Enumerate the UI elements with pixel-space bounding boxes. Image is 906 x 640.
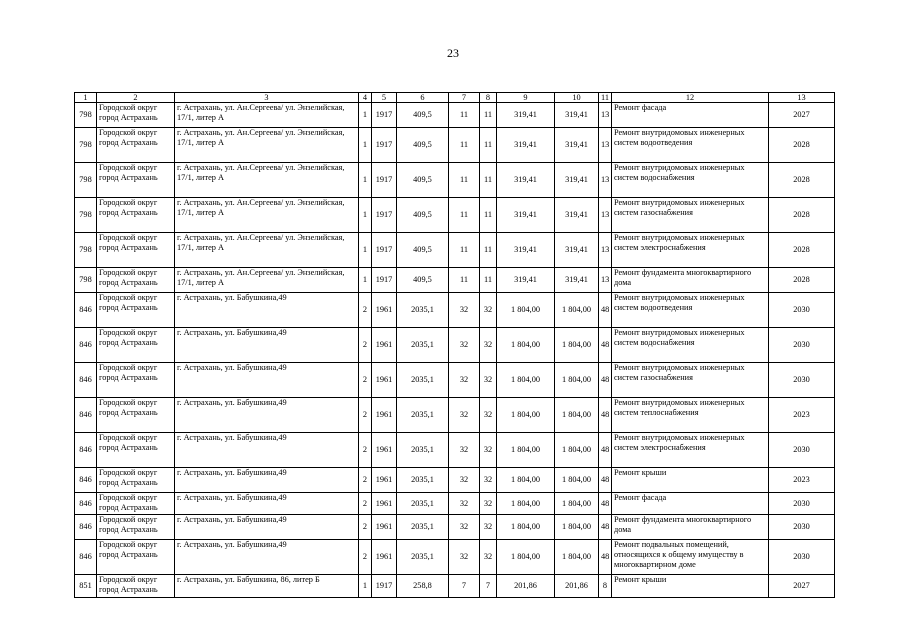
- cell-7: 11: [449, 198, 480, 233]
- row-number: 846: [75, 433, 97, 468]
- year-built: 1961: [372, 293, 397, 328]
- repair-type: Ремонт крыши: [612, 575, 769, 598]
- repair-type: Ремонт внутридомовых инженерных систем водоотведения: [612, 128, 769, 163]
- area: 409,5: [397, 198, 449, 233]
- planned-year: 2030: [769, 493, 835, 515]
- column-header: 3: [175, 93, 359, 103]
- table-row: [75, 328, 835, 363]
- table-row: [75, 363, 835, 398]
- cell-8: 7: [480, 575, 497, 598]
- area: 258,8: [397, 575, 449, 598]
- table-row: [75, 103, 835, 128]
- address: г. Астрахань, ул. Бабушкина,49: [175, 398, 359, 433]
- table-row: [75, 198, 835, 233]
- cell-11: 48: [599, 468, 612, 493]
- repair-type: Ремонт подвальных помещений, относящихся к общему имуществу в многоквартирном доме: [612, 540, 769, 575]
- municipality: Городской округ город Астрахань: [97, 398, 175, 433]
- cell-11: 48: [599, 433, 612, 468]
- row-number: 846: [75, 468, 97, 493]
- cell-9: 319,41: [497, 103, 555, 128]
- cell-7: 32: [449, 468, 480, 493]
- table-header-row: [75, 93, 835, 103]
- address: г. Астрахань, ул. Бабушкина,49: [175, 515, 359, 540]
- cell-11: 48: [599, 363, 612, 398]
- municipality: Городской округ город Астрахань: [97, 328, 175, 363]
- repair-type: Ремонт внутридомовых инженерных систем теплоснабжения: [612, 398, 769, 433]
- column-header: 6: [397, 93, 449, 103]
- cell-4: 2: [359, 363, 372, 398]
- table-row: [75, 293, 835, 328]
- planned-year: 2030: [769, 363, 835, 398]
- cell-4: 2: [359, 493, 372, 515]
- row-number: 798: [75, 128, 97, 163]
- year-built: 1917: [372, 233, 397, 268]
- cell-7: 11: [449, 268, 480, 293]
- cell-7: 11: [449, 103, 480, 128]
- column-header: 7: [449, 93, 480, 103]
- planned-year: 2028: [769, 268, 835, 293]
- cell-9: 1 804,00: [497, 515, 555, 540]
- table-row: [75, 575, 835, 598]
- year-built: 1961: [372, 468, 397, 493]
- column-header: 1: [75, 93, 97, 103]
- cell-7: 11: [449, 233, 480, 268]
- cell-4: 1: [359, 575, 372, 598]
- area: 2035,1: [397, 398, 449, 433]
- year-built: 1961: [372, 398, 397, 433]
- area: 409,5: [397, 103, 449, 128]
- cell-7: 32: [449, 363, 480, 398]
- municipality: Городской округ город Астрахань: [97, 515, 175, 540]
- area: 2035,1: [397, 515, 449, 540]
- cell-4: 1: [359, 103, 372, 128]
- cell-10: 1 804,00: [555, 328, 599, 363]
- cell-11: 48: [599, 293, 612, 328]
- table-row: [75, 433, 835, 468]
- cell-8: 32: [480, 468, 497, 493]
- municipality: Городской округ город Астрахань: [97, 233, 175, 268]
- cell-7: 32: [449, 515, 480, 540]
- year-built: 1961: [372, 433, 397, 468]
- area: 2035,1: [397, 433, 449, 468]
- cell-4: 1: [359, 163, 372, 198]
- municipality: Городской округ город Астрахань: [97, 198, 175, 233]
- year-built: 1961: [372, 540, 397, 575]
- cell-4: 2: [359, 328, 372, 363]
- cell-11: 48: [599, 328, 612, 363]
- cell-10: 1 804,00: [555, 540, 599, 575]
- cell-9: 319,41: [497, 128, 555, 163]
- repair-type: Ремонт внутридомовых инженерных систем газоснабжения: [612, 363, 769, 398]
- area: 2035,1: [397, 328, 449, 363]
- cell-4: 2: [359, 293, 372, 328]
- municipality: Городской округ город Астрахань: [97, 268, 175, 293]
- cell-9: 319,41: [497, 198, 555, 233]
- row-number: 846: [75, 540, 97, 575]
- cell-7: 32: [449, 398, 480, 433]
- table-row: [75, 163, 835, 198]
- repair-type: Ремонт крыши: [612, 468, 769, 493]
- cell-8: 32: [480, 540, 497, 575]
- area: 409,5: [397, 268, 449, 293]
- address: г. Астрахань, ул. Бабушкина,49: [175, 433, 359, 468]
- column-header: 9: [497, 93, 555, 103]
- cell-10: 1 804,00: [555, 293, 599, 328]
- cell-8: 32: [480, 493, 497, 515]
- cell-11: 13: [599, 233, 612, 268]
- cell-10: 319,41: [555, 233, 599, 268]
- cell-10: 1 804,00: [555, 433, 599, 468]
- cell-11: 8: [599, 575, 612, 598]
- cell-8: 11: [480, 103, 497, 128]
- cell-9: 201,86: [497, 575, 555, 598]
- planned-year: 2023: [769, 468, 835, 493]
- cell-10: 319,41: [555, 128, 599, 163]
- year-built: 1961: [372, 328, 397, 363]
- cell-7: 32: [449, 493, 480, 515]
- planned-year: 2028: [769, 233, 835, 268]
- cell-8: 32: [480, 293, 497, 328]
- cell-10: 1 804,00: [555, 363, 599, 398]
- row-number: 846: [75, 363, 97, 398]
- address: г. Астрахань, ул. Ан.Сергеева/ ул. Энзелийская, 17/1, литер А: [175, 268, 359, 293]
- cell-7: 32: [449, 328, 480, 363]
- row-number: 798: [75, 198, 97, 233]
- table-row: [75, 128, 835, 163]
- municipality: Городской округ город Астрахань: [97, 128, 175, 163]
- cell-10: 319,41: [555, 198, 599, 233]
- cell-11: 48: [599, 540, 612, 575]
- cell-9: 1 804,00: [497, 293, 555, 328]
- area: 2035,1: [397, 493, 449, 515]
- column-header: 4: [359, 93, 372, 103]
- planned-year: 2027: [769, 575, 835, 598]
- area: 2035,1: [397, 363, 449, 398]
- column-header: 11: [599, 93, 612, 103]
- row-number: 846: [75, 398, 97, 433]
- address: г. Астрахань, ул. Ан.Сергеева/ ул. Энзелийская, 17/1, литер А: [175, 233, 359, 268]
- cell-8: 32: [480, 515, 497, 540]
- cell-8: 32: [480, 433, 497, 468]
- address: г. Астрахань, ул. Ан.Сергеева/ ул. Энзелийская, 17/1, литер А: [175, 128, 359, 163]
- row-number: 846: [75, 493, 97, 515]
- repair-type: Ремонт внутридомовых инженерных систем газоснабжения: [612, 198, 769, 233]
- cell-4: 1: [359, 233, 372, 268]
- cell-8: 32: [480, 328, 497, 363]
- area: 409,5: [397, 128, 449, 163]
- planned-year: 2028: [769, 163, 835, 198]
- planned-year: 2030: [769, 433, 835, 468]
- municipality: Городской округ город Астрахань: [97, 433, 175, 468]
- repair-type: Ремонт внутридомовых инженерных систем водоснабжения: [612, 328, 769, 363]
- address: г. Астрахань, ул. Бабушкина,49: [175, 468, 359, 493]
- municipality: Городской округ город Астрахань: [97, 103, 175, 128]
- municipality: Городской округ город Астрахань: [97, 293, 175, 328]
- repair-type: Ремонт внутридомовых инженерных систем водоснабжения: [612, 163, 769, 198]
- cell-4: 1: [359, 268, 372, 293]
- repair-type: Ремонт фасада: [612, 103, 769, 128]
- repair-type: Ремонт внутридомовых инженерных систем электроснабжения: [612, 233, 769, 268]
- cell-9: 319,41: [497, 233, 555, 268]
- housing-repair-table: [74, 92, 835, 598]
- cell-10: 1 804,00: [555, 515, 599, 540]
- cell-8: 11: [480, 128, 497, 163]
- page-number: 23: [447, 46, 459, 60]
- planned-year: 2030: [769, 515, 835, 540]
- planned-year: 2030: [769, 540, 835, 575]
- cell-11: 13: [599, 198, 612, 233]
- year-built: 1917: [372, 103, 397, 128]
- cell-4: 1: [359, 198, 372, 233]
- cell-10: 319,41: [555, 268, 599, 293]
- year-built: 1917: [372, 198, 397, 233]
- cell-9: 1 804,00: [497, 540, 555, 575]
- area: 2035,1: [397, 468, 449, 493]
- repair-type: Ремонт фундамента многоквартирного дома: [612, 268, 769, 293]
- cell-7: 32: [449, 540, 480, 575]
- cell-8: 32: [480, 363, 497, 398]
- cell-10: 1 804,00: [555, 493, 599, 515]
- cell-4: 2: [359, 540, 372, 575]
- repair-type: Ремонт внутридомовых инженерных систем электроснабжения: [612, 433, 769, 468]
- municipality: Городской округ город Астрахань: [97, 540, 175, 575]
- cell-9: 319,41: [497, 268, 555, 293]
- cell-7: 32: [449, 433, 480, 468]
- row-number: 846: [75, 293, 97, 328]
- column-header: 8: [480, 93, 497, 103]
- cell-11: 48: [599, 515, 612, 540]
- cell-9: 1 804,00: [497, 363, 555, 398]
- row-number: 798: [75, 103, 97, 128]
- cell-4: 2: [359, 515, 372, 540]
- municipality: Городской округ город Астрахань: [97, 163, 175, 198]
- year-built: 1961: [372, 493, 397, 515]
- table-row: [75, 233, 835, 268]
- table-row: [75, 540, 835, 575]
- cell-10: 1 804,00: [555, 398, 599, 433]
- planned-year: 2028: [769, 128, 835, 163]
- area: 409,5: [397, 163, 449, 198]
- cell-11: 48: [599, 398, 612, 433]
- planned-year: 2030: [769, 328, 835, 363]
- cell-4: 2: [359, 433, 372, 468]
- cell-11: 13: [599, 128, 612, 163]
- repair-type: Ремонт фундамента многоквартирного дома: [612, 515, 769, 540]
- municipality: Городской округ город Астрахань: [97, 575, 175, 598]
- row-number: 798: [75, 233, 97, 268]
- year-built: 1917: [372, 163, 397, 198]
- address: г. Астрахань, ул. Ан.Сергеева/ ул. Энзелийская, 17/1, литер А: [175, 103, 359, 128]
- planned-year: 2023: [769, 398, 835, 433]
- table-row: [75, 515, 835, 540]
- cell-11: 13: [599, 163, 612, 198]
- area: 409,5: [397, 233, 449, 268]
- cell-9: 1 804,00: [497, 433, 555, 468]
- year-built: 1917: [372, 575, 397, 598]
- cell-8: 11: [480, 198, 497, 233]
- address: г. Астрахань, ул. Бабушкина,49: [175, 328, 359, 363]
- address: г. Астрахань, ул. Бабушкина,49: [175, 540, 359, 575]
- cell-7: 32: [449, 293, 480, 328]
- address: г. Астрахань, ул. Ан.Сергеева/ ул. Энзелийская, 17/1, литер А: [175, 163, 359, 198]
- cell-7: 11: [449, 163, 480, 198]
- cell-10: 319,41: [555, 103, 599, 128]
- cell-8: 11: [480, 163, 497, 198]
- cell-10: 201,86: [555, 575, 599, 598]
- cell-4: 1: [359, 128, 372, 163]
- cell-10: 1 804,00: [555, 468, 599, 493]
- year-built: 1917: [372, 268, 397, 293]
- cell-11: 48: [599, 493, 612, 515]
- cell-7: 7: [449, 575, 480, 598]
- row-number: 798: [75, 268, 97, 293]
- table-row: [75, 268, 835, 293]
- column-header: 12: [612, 93, 769, 103]
- address: г. Астрахань, ул. Бабушкина, 86, литер Б: [175, 575, 359, 598]
- municipality: Городской округ город Астрахань: [97, 493, 175, 515]
- column-header: 13: [769, 93, 835, 103]
- cell-11: 13: [599, 268, 612, 293]
- repair-type: Ремонт фасада: [612, 493, 769, 515]
- cell-9: 1 804,00: [497, 493, 555, 515]
- planned-year: 2027: [769, 103, 835, 128]
- year-built: 1961: [372, 515, 397, 540]
- table-row: [75, 468, 835, 493]
- row-number: 851: [75, 575, 97, 598]
- column-header: 10: [555, 93, 599, 103]
- cell-8: 11: [480, 233, 497, 268]
- year-built: 1961: [372, 363, 397, 398]
- address: г. Астрахань, ул. Ан.Сергеева/ ул. Энзелийская, 17/1, литер А: [175, 198, 359, 233]
- cell-4: 2: [359, 468, 372, 493]
- municipality: Городской округ город Астрахань: [97, 363, 175, 398]
- planned-year: 2030: [769, 293, 835, 328]
- planned-year: 2028: [769, 198, 835, 233]
- repair-type: Ремонт внутридомовых инженерных систем водоотведения: [612, 293, 769, 328]
- municipality: Городской округ город Астрахань: [97, 468, 175, 493]
- address: г. Астрахань, ул. Бабушкина,49: [175, 493, 359, 515]
- cell-9: 1 804,00: [497, 328, 555, 363]
- cell-10: 319,41: [555, 163, 599, 198]
- year-built: 1917: [372, 128, 397, 163]
- row-number: 846: [75, 328, 97, 363]
- address: г. Астрахань, ул. Бабушкина,49: [175, 293, 359, 328]
- cell-9: 1 804,00: [497, 398, 555, 433]
- table-row: [75, 493, 835, 515]
- cell-7: 11: [449, 128, 480, 163]
- cell-9: 319,41: [497, 163, 555, 198]
- column-header: 5: [372, 93, 397, 103]
- cell-11: 13: [599, 103, 612, 128]
- column-header: 2: [97, 93, 175, 103]
- table-row: [75, 398, 835, 433]
- area: 2035,1: [397, 293, 449, 328]
- cell-8: 32: [480, 398, 497, 433]
- cell-8: 11: [480, 268, 497, 293]
- row-number: 798: [75, 163, 97, 198]
- address: г. Астрахань, ул. Бабушкина,49: [175, 363, 359, 398]
- cell-4: 2: [359, 398, 372, 433]
- row-number: 846: [75, 515, 97, 540]
- area: 2035,1: [397, 540, 449, 575]
- cell-9: 1 804,00: [497, 468, 555, 493]
